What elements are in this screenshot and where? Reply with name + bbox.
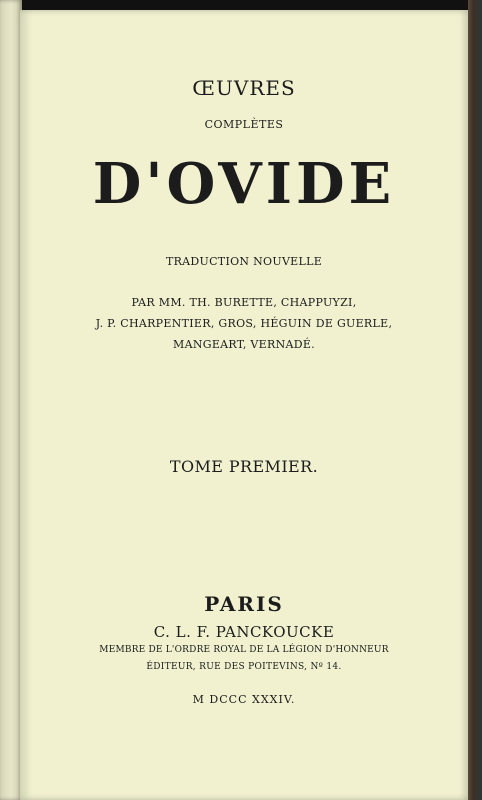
- imprint-publisher: C. L. F. PANCKOUCKE: [153, 623, 335, 641]
- binding-edge: [0, 0, 22, 800]
- imprint-city: PARIS: [204, 592, 284, 616]
- publisher-address: ÉDITEUR, RUE DES POITEVINS, Nº 14.: [146, 662, 342, 672]
- translators-block: [20, 292, 468, 355]
- title-page: [20, 10, 468, 800]
- subtitle: TRADUCTION NOUVELLE: [165, 255, 323, 268]
- publisher-honor: MEMBRE DE L'ORDRE ROYAL DE LA LÉGION D'HONNEUR: [99, 645, 389, 655]
- volume-label: TOME PREMIER.: [169, 457, 319, 476]
- author-title: D'OVIDE: [92, 151, 396, 217]
- translators-line: PAR MM. TH. BURETTE, CHAPPUYZI,: [131, 296, 357, 309]
- translators-line: MANGEART, VERNADÉ.: [173, 338, 315, 351]
- cover-edge: [468, 0, 482, 800]
- imprint-year: M DCCC XXXIV.: [192, 693, 296, 706]
- heading-oeuvres: ŒUVRES: [192, 76, 296, 100]
- translators-line: J. P. CHARPENTIER, GROS, HÉGUIN DE GUERLE,: [95, 317, 393, 330]
- heading-completes: COMPLÈTES: [204, 118, 284, 131]
